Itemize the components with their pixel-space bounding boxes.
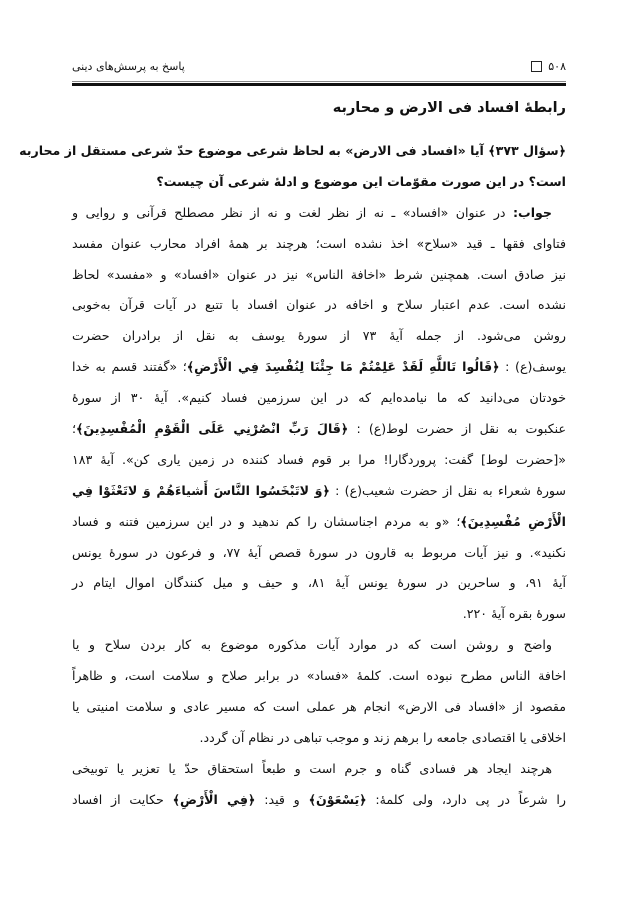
header-rule-thin xyxy=(72,81,566,82)
page-number-group xyxy=(531,60,566,73)
text-line xyxy=(72,661,566,692)
text-segment: ؛ «گفتند قسم به خدا xyxy=(72,359,187,375)
text-line xyxy=(72,476,566,507)
text-segment: را شرعاً در پی دارد، ولی کلمهٔ: xyxy=(366,791,566,807)
text-segment: و قید: xyxy=(255,791,309,807)
text-line xyxy=(72,538,566,569)
bold-text-segment: ﴿قَالَ رَبِّ انْصُرْنِي عَلَى الْقَوْمِ الْمُفْسِدِينَ﴾ xyxy=(76,421,349,437)
bold-text-segment: ﴿وَ لاتَبْخَسُوا النَّاسَ أَشياءَهُمْ وَ لاتَعْثَوْا فِي xyxy=(72,482,330,498)
text-line xyxy=(19,136,566,167)
text-line xyxy=(72,321,566,352)
bold-text-segment: الْأَرْضِ مُفْسِدِينَ﴾ xyxy=(460,513,567,529)
text-line xyxy=(72,785,566,816)
text-segment: یوسف(ع) : xyxy=(499,359,566,375)
text-segment: اخلاقی یا اقتصادی جامعه را برهم زند و موجب تباهی در نظام آن گردد. xyxy=(199,729,566,745)
text-line xyxy=(72,754,566,785)
text-line xyxy=(72,167,566,198)
book-title: پاسخ به پرسش‌های دینی xyxy=(72,60,185,73)
text-line xyxy=(72,260,566,291)
text-line xyxy=(72,692,566,723)
text-segment: هرچند ایجاد هر فسادی گناه و جرم است و طبعاً استحقاق حدّ یا تعزیر یا توبیخی xyxy=(72,760,552,776)
header-rule-thick xyxy=(72,83,566,86)
text-segment: آیهٔ ۹۱، و ساحرین در سورهٔ یونس آیهٔ ۸۱، و حیف و میل کنندگان اموال ایتام در xyxy=(72,575,566,591)
text-line xyxy=(72,599,566,630)
bold-text-segment: ﴿يَسْعَوْنَ﴾ xyxy=(308,791,367,807)
text-segment: فتاوای فقها ـ قید «سلاح» اخذ نشده است؛ هرچند بر همهٔ افراد محارب عنوان مفسد xyxy=(72,235,566,251)
section-title: رابطهٔ افساد فی الارض و محاربه xyxy=(332,100,566,116)
page-number: ۵۰۸ xyxy=(548,60,566,73)
text-segment: مقصود از «افساد فی الارض» انجام هر عملی است که مسیر عادی و سلامت امنیتی یا xyxy=(72,699,566,715)
body-text xyxy=(19,136,567,816)
text-line xyxy=(72,352,566,383)
text-line xyxy=(72,445,566,476)
page-header xyxy=(72,60,566,80)
text-segment: نشده است. عدم اعتبار سلاح و اخافه در عنوان افساد با تتبع در آیات قرآن به‌خوبی xyxy=(72,297,566,313)
text-line xyxy=(72,290,566,321)
text-segment: واضح و روشن است که در موارد آیات مذکوره موضوع به کار بردن سلاح و یا xyxy=(72,637,552,653)
text-line xyxy=(72,630,566,661)
text-segment: نکنید». و نیز آیات مربوط به قارون در سورهٔ قصص آیهٔ ۷۷، و فرعون در سورهٔ یونس xyxy=(72,544,566,560)
text-segment: حکایت از افساد xyxy=(72,791,173,807)
text-line xyxy=(72,507,566,538)
text-segment: در عنوان «افساد» ـ نه از نظر لغت و نه از نظر مصطلح قرآنی و روایی و xyxy=(72,204,514,220)
text-line xyxy=(72,229,566,260)
bold-text-segment: جواب: xyxy=(513,204,552,220)
text-segment: «[حضرت لوط] گفت: پروردگارا! مرا بر قوم فساد کننده در زمین یاری کن». آیهٔ ۱۸۳ xyxy=(72,451,566,467)
text-segment: خودتان می‌دانید که ما نیامده‌ایم که در این سرزمین فساد کنیم». آیهٔ ۳۰ از سورهٔ xyxy=(72,390,566,406)
text-line xyxy=(72,723,566,754)
bold-text-segment: ﴿قَالُوا تَاللَّهِ لَقَدْ عَلِمْتُمْ مَا جِئْنَا لِنُفْسِدَ فِي الْأَرْضِ﴾ xyxy=(186,359,500,375)
text-line xyxy=(72,414,566,445)
bold-text-segment: ﴿فِي الْأَرْضِ﴾ xyxy=(172,791,256,807)
text-segment: عنکبوت به نقل از حضرت لوط(ع) : xyxy=(348,421,566,437)
text-segment: ؛ «و به مردم اجناسشان را کم ندهید و در این سرزمین فتنه و فساد xyxy=(72,513,461,529)
square-bullet-icon xyxy=(531,61,542,72)
bold-text-segment: ﴿سؤال ۳۷۳﴾ آیا «افساد فی الارض» به لحاظ شرعی موضوع حدّ شرعی مستقل از محاربه xyxy=(19,143,566,158)
text-segment: نیز صادق است. همچنین شرط «اخافة الناس» نیز در عنوان «افساد» و «مفسد» لحاظ xyxy=(72,266,566,282)
text-segment: اخافة الناس مطرح نبوده است. کلمهٔ «فساد» در برابر صلاح و سلامت است، و ظاهراً xyxy=(72,668,566,684)
text-line xyxy=(72,568,566,599)
text-line xyxy=(72,383,566,414)
text-line xyxy=(72,198,566,229)
text-segment: سورهٔ شعراء به نقل از حضرت شعیب(ع) : xyxy=(329,482,566,498)
bold-text-segment: است؟ در این صورت مقوّمات این موضوع و ادلهٔ شرعی آن چیست؟ xyxy=(156,173,566,189)
text-segment: سورهٔ بقره آیهٔ ۲۲۰. xyxy=(462,606,566,622)
text-segment: روشن می‌شود. از جمله آیهٔ ۷۳ از سورهٔ یوسف به نقل از برادران حضرت xyxy=(72,328,566,344)
text-segment: ؛ xyxy=(72,421,77,437)
